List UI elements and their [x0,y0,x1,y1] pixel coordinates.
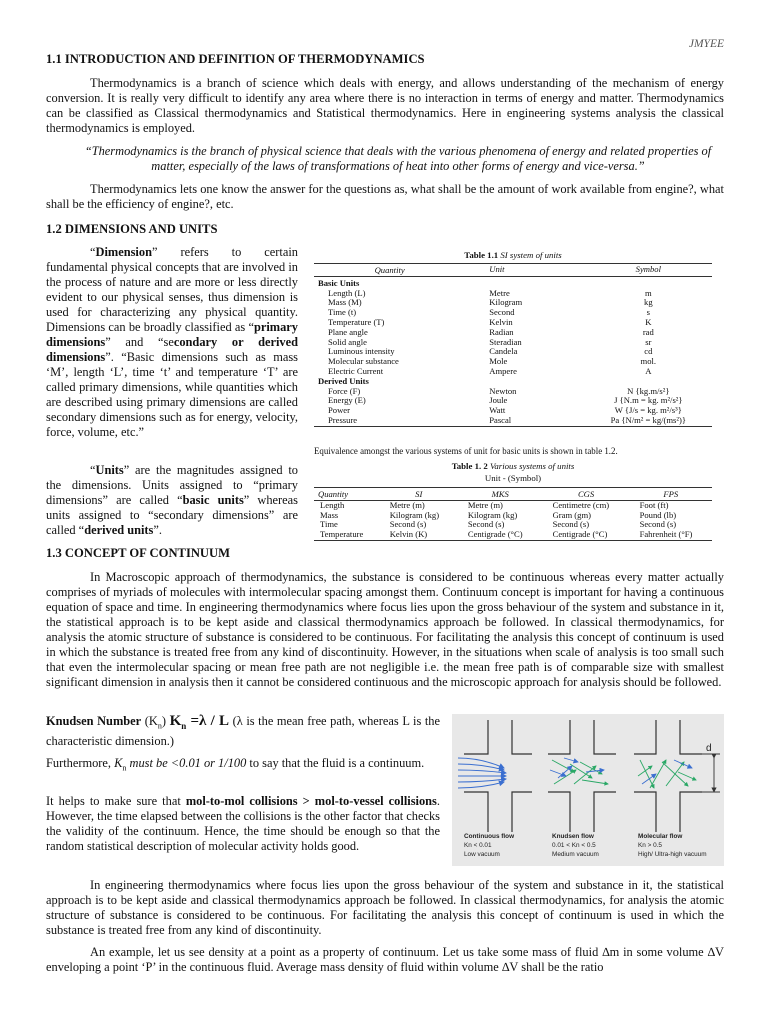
text-run: to say that the fluid is a continuum. [246,756,425,770]
panel-title: Knudsen flow [552,833,594,840]
table-cell: Pascal [489,414,512,425]
table-cell: A [645,365,652,376]
molecular-flow-channel [634,720,702,832]
table-1-2-subtitle: Unit - (Symbol) [484,473,542,483]
dimension-marker [702,754,720,792]
text-run: ” and “se [105,335,174,349]
table-cell: Time (t) [328,307,357,318]
table-cell: Second (s) [467,519,505,530]
table-row [314,416,712,426]
table-cell: m [644,287,652,298]
section-basic-units: Basic Units [318,277,360,288]
table-cell: Kilogram [489,297,523,308]
definition-quote: “Thermodynamics is the branch of physical science that deals with the various phenomena of energy and related properties of matter, especially of the laws of transformations of heat into other forms of energy and vice-versa.” [84,144,712,173]
table-cell: Temperature [320,529,364,540]
molecular-flow-particles [642,760,692,784]
subscript: n [122,763,127,773]
flow-regimes-figure [452,714,724,866]
table-cell: Luminous intensity [328,346,395,357]
col-header: MKS [458,488,543,500]
text-run: refers to certain fundamental physical concepts that are involved in the process of nature and are more or less directly evident to our physical senses, thus dimension is used for characterizing any physical quantity. Dimensions can be broadly classified as “ [46,245,298,334]
table-row [314,367,712,377]
col-header: Unit [465,264,584,276]
table-cell: Pound (lb) [639,509,677,520]
table-cell: Fahrenheit (°F) [639,529,693,540]
equation-k: K [169,713,182,729]
table-cell: Length [320,499,345,510]
term-basic-units: basic units [182,493,244,507]
table-cell: Second (s) [389,519,427,530]
table-cell: Second (s) [639,519,677,530]
panel-desc: Medium vacuum [552,851,599,858]
table-cell: Plane angle [328,326,368,337]
knudsen-equation: =λ / L [186,713,230,729]
paragraph-dimension [46,245,298,440]
col-header: Quantity [314,264,465,276]
table-cell: Centimetre (cm) [552,499,610,510]
table-cell: Molecular substance [328,356,399,367]
dimension-label: d [706,743,712,754]
table-cell: Solid angle [328,336,367,347]
panel-range: Kn > 0.5 [638,842,662,849]
table-cell: Kelvin [489,316,513,327]
table-cell: Kilogram (kg) [467,509,518,520]
table-cell: Pa {N/m² = kg/(ms²)} [610,414,686,425]
table-cell: Time [320,519,338,530]
term-dimension: Dimension [95,245,152,259]
section-derived-units: Derived Units [318,375,369,386]
section-heading-1-1: 1.1 INTRODUCTION AND DEFINITION OF THERMODYNAMICS [46,52,425,66]
table-1-2 [314,487,712,541]
table-cell: Foot (ft) [639,499,669,510]
section-heading-1-2: 1.2 DIMENSIONS AND UNITS [46,222,218,236]
table-cell: sr [645,336,652,347]
col-header: SI [380,488,458,500]
table-cell: Temperature (T) [328,316,385,327]
panel-range: 0.01 < Kn < 0.5 [552,842,596,849]
text-run: ”. “Basic dimensions such as mass ‘M’, length ‘L’, time ‘t’ and temperature ‘T’ are called primary dimensions, while quantities which are described using primary dimensions are called secondary dimensions such as for energy, velocity, force, volume, etc.” [46,350,298,439]
table-1-1-note: Equivalence amongst the various systems of unit for basic units is shown in table 1.2. [314,446,618,456]
text-run: . However, the time elapsed between the collisions is the other factor that checks the validity of the continuum. Hence, the time should be enough so that the random statistical description of molecular activity holds good. [46,794,440,853]
knudsen-flow-channel [548,720,616,832]
table-cell: Mass (M) [328,297,362,308]
panel-desc: Low vacuum [464,851,500,858]
table-1-2-caption [314,461,712,471]
panel-desc: High/ Ultra-high vacuum [638,851,707,858]
term-knudsen: Knudsen Number [46,714,142,728]
table-cell: mol. [640,356,657,367]
criterion-value: must be <0.01 or 1/100 [126,756,247,770]
term-derived-dimensions: condary or derived dimensions [46,335,299,364]
header-author: JMYEE [688,38,724,50]
col-header: CGS [543,488,630,500]
caption-number: Table 1.1 [464,250,499,260]
panel-title: Continuous flow [464,833,515,840]
text-run: ) [161,714,166,728]
subscript: n [157,721,162,731]
table-cell: K [645,316,652,327]
table-cell: Power [328,405,350,416]
table-cell: Energy (E) [328,395,366,406]
table-row [314,530,712,540]
table-cell: Kilogram (kg) [389,509,440,520]
quote-mark: “ [90,463,96,477]
table-cell: Ampere [489,365,517,376]
table-cell: Steradian [489,336,522,347]
paragraph-intro: Thermodynamics is a branch of science which deals with energy, and allows understanding of the mechanism of energy conversion. It is really very difficult to identify any area where there is no interaction in terms of energy and matter. Thermodynamics can be classified as Classical thermodynamics and Statistical thermodynamics. Here in engineering systems analysis the classical thermodynamics is employed. [46,76,724,135]
table-cell: Watt [489,405,506,416]
subscript: n [181,721,187,731]
table-cell: Metre [489,287,510,298]
paragraph-questions: Thermodynamics lets one know the answer for the questions as, what shall be the amount of work available from engine?, what shall be the efficiency of engine?, etc. [46,182,724,211]
flow-regimes-diagram [452,714,724,866]
table-cell: Metre (m) [467,499,503,510]
text-run: K [114,756,123,770]
col-header: Quantity [314,488,380,500]
paragraph-density-example: An example, let us see density at a point as a property of continuum. Let us take some mass of fluid ∆m in some volume ∆V enveloping a point ‘P’ in the continuous fluid. Average mass density of fluid within volume ∆V shall be the ratio [46,945,724,974]
table-cell: Gram (gm) [552,509,592,520]
table-cell: Second (s) [552,519,590,530]
table-cell: Kelvin (K) [389,529,428,540]
table-cell: rad [642,326,654,337]
term-collisions: mol-to-mol collisions > mol-to-vessel collisions [185,794,437,808]
term-primary-dimensions: primary dimensions [46,320,298,349]
table-1-1 [314,263,712,427]
col-header: FPS [630,488,712,500]
table-cell: Second [489,307,515,318]
text-run: (λ is the mean free path, whereas L is the characteristic dimension.) [46,714,440,748]
table-cell: cd [644,346,653,357]
paragraph-engineering: In engineering thermodynamics where focus lies upon the gross behaviour of the system and substance in it, the statistical approach is to be kept aside and classical thermodynamics approach be followed. In classical thermodynamics, for analysis the atomic structure of substance is considered to be continuous. For facilitating the analysis this concept of continuum is used in which the substance is treated free from any kind of discontinuity. [46,878,724,937]
table-cell: Mass [320,509,339,520]
paragraph-collisions [46,794,440,854]
table-1-1-caption [314,250,712,260]
table-cell: kg [644,297,653,308]
text-run: It helps to make sure that [46,794,186,808]
table-cell: Joule [489,395,508,406]
continuous-flow-arrows [458,758,506,788]
text-run: (K [144,714,158,728]
table-cell: Centigrade (°C) [552,529,608,540]
caption-number: Table 1. 2 [451,461,488,471]
table-cell: Electric Current [328,365,384,376]
paragraph-continuum-criterion [46,756,440,775]
col-header: Symbol [585,264,712,276]
text-run: ” whereas units assigned to “secondary dimensions” are called “ [46,493,298,537]
table-cell: J {N.m = kg. m²/s²} [614,395,683,406]
table-cell: Centigrade (°C) [467,529,523,540]
caption-title: SI system of units [498,250,562,260]
table-cell: Pressure [328,414,358,425]
quote-mark: “ [90,245,96,259]
table-cell: N {kg.m/s²} [627,385,670,396]
text-run: ”. [153,523,162,537]
section-heading-1-3: 1.3 CONCEPT OF CONTINUUM [46,546,231,560]
table-cell: Force (F) [328,385,361,396]
term-units: Units [95,463,124,477]
table-cell: Newton [489,385,517,396]
knudsen-flow-arrows [552,760,608,784]
molecular-flow-arrows [638,760,696,788]
text-run: ” are the magnitudes assigned to the dimensions. Units assigned to “primary dimensions” are called “ [46,463,298,507]
term-derived-units: derived units [84,523,154,537]
knudsen-number-definition [46,714,440,749]
table-cell: s [646,307,650,318]
table-cell: W {J/s = kg. m²/s³} [614,405,682,416]
panel-range: Kn < 0.01 [464,842,492,849]
table-cell: Candela [489,346,518,357]
table-cell: Metre (m) [389,499,425,510]
table-cell: Mole [489,356,508,367]
panel-title: Molecular flow [638,833,683,840]
table-cell: Length (L) [328,287,366,298]
paragraph-units [46,463,298,538]
caption-title: Various systems of units [487,461,575,471]
quote-mark: ” [151,245,158,259]
text-run: Furthermore, [46,756,115,770]
paragraph-continuum: In Macroscopic approach of thermodynamics, the substance is considered to be continuous whereas every matter actually comprises of myriads of molecules with intermolecular spacing amongst them. Continuum concept is important for having a continuous equation of space and time. In engineering thermodynamics where focus lies upon the gross behaviour of the system and substance in it, the statistical approach is to be kept aside and classical thermodynamics approach be followed. In classical thermodynamics, for analysis the atomic structure of substance is considered to be continuous. For facilitating the analysis this concept of continuum is used in which the substance is treated free from any kind of discontinuity. However, in the situations when scale of analysis is too small such that even the intermolecular spacing or mean free path are not negligible i.e. the mean free path is of comparable size with smallest significant dimension in analysis then it cannot be considered continuous and the microscopic approach for analysis should be followed. [46,570,724,689]
table-cell: Radian [489,326,514,337]
